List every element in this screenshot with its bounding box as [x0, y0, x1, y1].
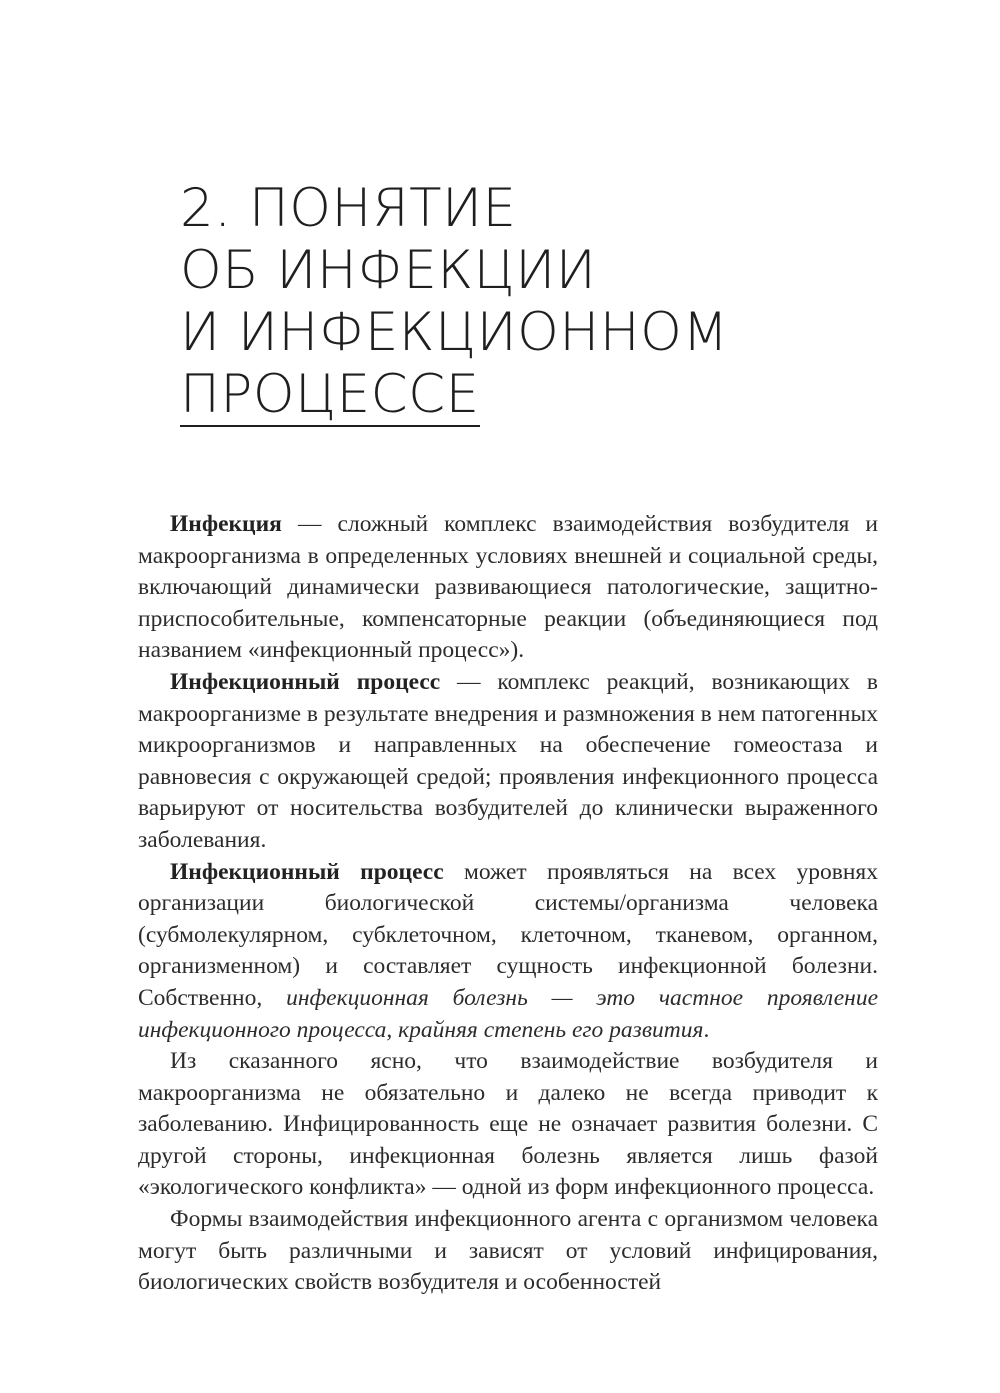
paragraph-text: — сложный комплекс взаимодействия возбудителя и макроорганизма в определенных условиях внешней и социальной среды, включающий динамически развивающиеся патологические, защитно-приспособительные, компенсаторные реакции (объединяющиеся под названием «инфекционный процесс»). — [138, 511, 878, 664]
term-infectious-process: Инфекционный процесс — [170, 668, 441, 695]
emphasis-text: инфекционная болезнь — это частное проявление инфекционного процесса, крайняя степень его развития — [138, 984, 879, 1043]
paragraph-text: Формы взаимодействия инфекционного агента с организмом человека могут быть различными и зависят от условий инфицирования, биологических свойств возбудителя и особенностей — [138, 1206, 878, 1296]
paragraph-infectious-process-definition — [138, 667, 878, 857]
paragraph-text: может проявляться на всех уровнях организации биологической системы/организма человека (субмолекулярном, субклеточном, клеточном, тканевом, органном, организменном) и составляет сущность инфекционной болезни. Собственно, — [138, 858, 878, 1011]
chapter-title-line-1: 2. ПОНЯТИЕ — [180, 178, 517, 239]
paragraph-forms-of-interaction — [138, 1204, 878, 1299]
paragraph-text: — комплекс реакций, возникающих в макроорганизме в результате внедрения и размножения в нем патогенных микроорганизмов и направленных на обеспечение гомеостаза и равновесия с окружающей средой; проявления инфекционного процесса варьируют от носительства возбудителей до клинически выраженного заболевания. — [138, 668, 878, 853]
paragraph-text: Из сказанного ясно, что взаимодействие возбудителя и макроорганизма не обязательно и далеко не всегда приводит к заболеванию. Инфицированность еще не означает развития болезни. С другой стороны, инфекционная болезнь является лишь фазой «экологического конфликта» — одной из форм инфекционного процесса. — [138, 1048, 878, 1201]
term-infectious-process: Инфекционный процесс — [170, 858, 444, 885]
paragraph-tail: . — [703, 1016, 710, 1043]
chapter-title-line-3: И ИНФЕКЦИОННОМ — [180, 302, 729, 363]
term-infection: Инфекция — [170, 511, 282, 537]
body-text — [138, 509, 878, 1299]
chapter-title — [180, 178, 880, 427]
chapter-title-line-4: ПРОЦЕССЕ — [180, 364, 480, 425]
paragraph-infection-definition — [138, 509, 878, 667]
paragraph-infectious-process-levels — [138, 857, 878, 1047]
chapter-title-line-2: ОБ ИНФЕКЦИИ — [180, 240, 597, 301]
paragraph-conclusion — [138, 1046, 878, 1204]
